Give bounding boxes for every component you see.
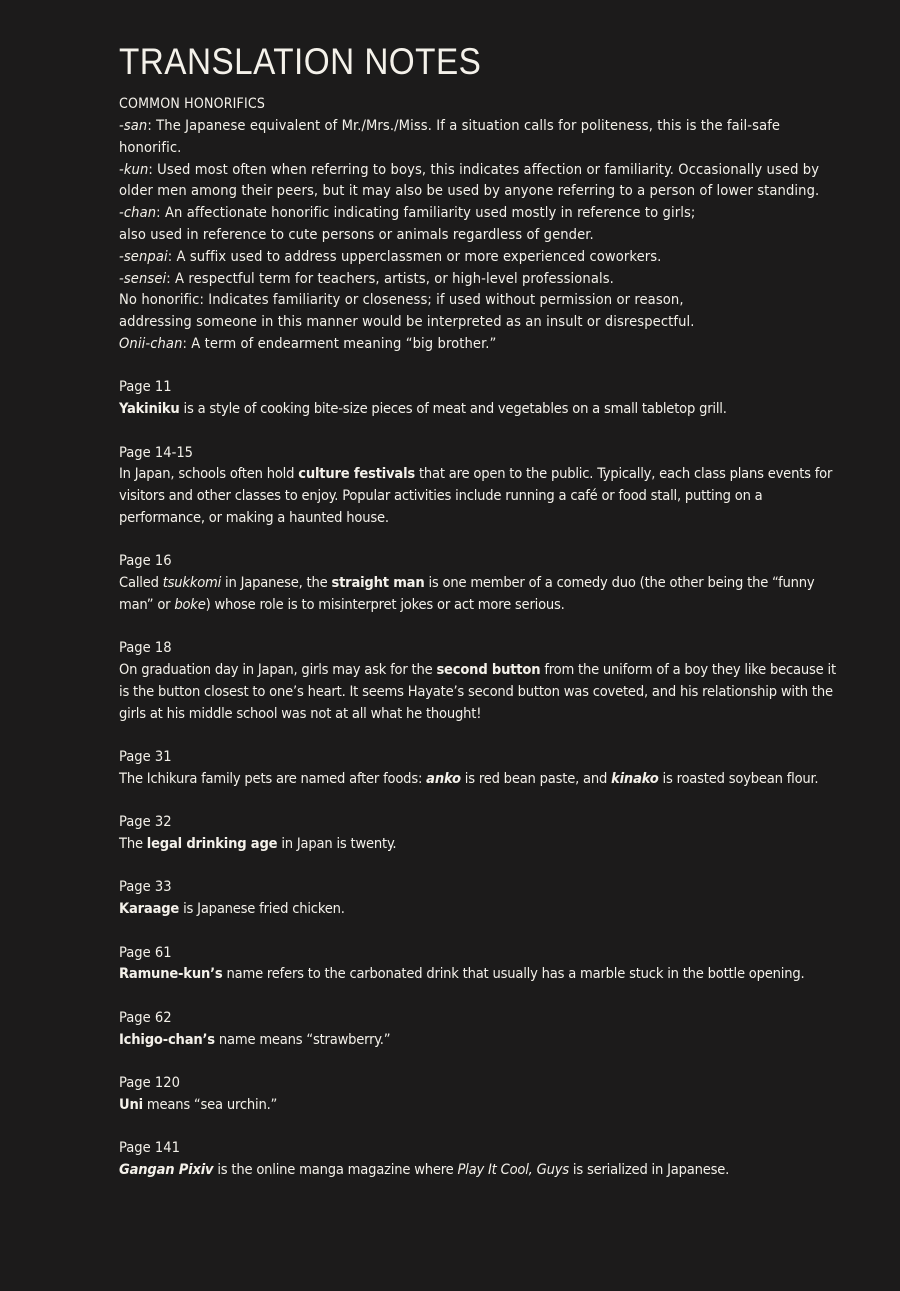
note-text: Yakiniku is a style of cooking bite-size pieces of meat and vegetables on a small tabletop grill.	[119, 400, 727, 418]
honorific-entry	[119, 115, 843, 159]
note-page-number: Page 32	[119, 813, 172, 831]
note-text: Karaage is Japanese fried chicken.	[119, 900, 345, 918]
honorific-term: Onii-chan	[119, 334, 183, 352]
note-text: Ramune-kun’s name refers to the carbonated drink that usually has a marble stuck in the bottle opening.	[119, 965, 805, 983]
honorifics-list	[119, 115, 843, 355]
note-text: Called tsukkomi in Japanese, the straight man is one member of a comedy duo (the other being the “funny man” or boke) whose role is to misinterpret jokes or act more serious.	[119, 574, 815, 613]
note-page-number: Page 120	[119, 1074, 180, 1092]
note-page-number: Page 33	[119, 878, 172, 896]
note-page-number: Page 18	[119, 639, 172, 657]
note-page-number: Page 11	[119, 378, 172, 396]
translation-note	[119, 942, 843, 986]
honorific-definition: : Used most often when referring to boys, this indicates affection or familiarity. Occasionally used by older men among their peers, but it may also be used by anyone referring to a person of lower standing.	[119, 160, 820, 200]
notes-list	[119, 376, 843, 1180]
note-page-number: Page 31	[119, 748, 172, 766]
note-text: The Ichikura family pets are named after foods: anko is red bean paste, and kinako is roasted soybean flour.	[119, 769, 819, 787]
honorific-definition: : A respectful term for teachers, artists, or high-level professionals.	[166, 269, 614, 287]
note-text: In Japan, schools often hold culture festivals that are open to the public. Typically, each class plans events for visitors and other classes to enjoy. Popular activities include running a café or food stall, putting on a performance, or making a haunted house.	[119, 465, 833, 526]
translation-note	[119, 746, 843, 790]
translation-note	[119, 376, 843, 420]
note-text: Ichigo-chan’s name means “strawberry.”	[119, 1030, 391, 1048]
honorific-term: -san	[119, 117, 148, 134]
translation-notes-page	[119, 40, 843, 1181]
honorific-definition: addressing someone in this manner would be interpreted as an insult or disrespectful.	[119, 313, 695, 331]
translation-note	[119, 1137, 843, 1181]
honorific-definition: also used in reference to cute persons or animals regardless of gender.	[119, 225, 594, 243]
honorifics-heading: COMMON HONORIFICS	[119, 96, 266, 112]
honorific-term: -sensei	[119, 269, 167, 287]
honorific-definition: : A term of endearment meaning “big brother.”	[182, 334, 497, 352]
honorific-entry	[119, 202, 843, 224]
note-page-number: Page 14-15	[119, 443, 194, 461]
note-page-number: Page 141	[119, 1139, 180, 1157]
honorific-entry	[119, 268, 843, 290]
honorific-entry	[119, 159, 843, 203]
note-page-number: Page 16	[119, 552, 172, 570]
honorific-definition: : An affectionate honorific indicating familiarity used mostly in reference to girls;	[156, 204, 696, 222]
honorific-term: -chan	[119, 204, 157, 222]
note-page-number: Page 62	[119, 1008, 172, 1026]
honorific-entry	[119, 311, 843, 333]
note-page-number: Page 61	[119, 943, 172, 961]
honorific-term: -senpai	[119, 247, 168, 265]
translation-note	[119, 1072, 843, 1116]
honorific-definition: : The Japanese equivalent of Mr./Mrs./Miss. If a situation calls for politeness, this is the fail-safe honorific.	[119, 117, 781, 156]
honorific-entry	[119, 289, 843, 311]
honorific-entry	[119, 246, 843, 268]
note-text: On graduation day in Japan, girls may ask for the second button from the uniform of a boy they like because it is the button closest to one’s heart. It seems Hayate’s second button was coveted, and his relationship with the girls at his middle school was not at all what he thought!	[119, 661, 836, 722]
honorifics-section	[119, 94, 843, 355]
honorific-entry	[119, 333, 843, 355]
honorific-term: -kun	[119, 160, 149, 178]
translation-note	[119, 442, 843, 529]
note-text: The legal drinking age in Japan is twenty.	[119, 835, 397, 853]
translation-note	[119, 876, 843, 920]
note-text: Gangan Pixiv is the online manga magazine where Play It Cool, Guys is serialized in Japanese.	[119, 1161, 730, 1179]
page-title: TRANSLATION NOTES	[119, 41, 482, 82]
note-text: Uni means “sea urchin.”	[119, 1095, 278, 1113]
translation-note	[119, 1007, 843, 1051]
honorific-entry	[119, 224, 843, 246]
honorific-definition: : A suffix used to address upperclassmen or more experienced coworkers.	[167, 247, 662, 265]
translation-note	[119, 811, 843, 855]
translation-note	[119, 637, 843, 724]
translation-note	[119, 550, 843, 615]
honorific-definition: No honorific: Indicates familiarity or closeness; if used without permission or reason,	[119, 291, 684, 309]
